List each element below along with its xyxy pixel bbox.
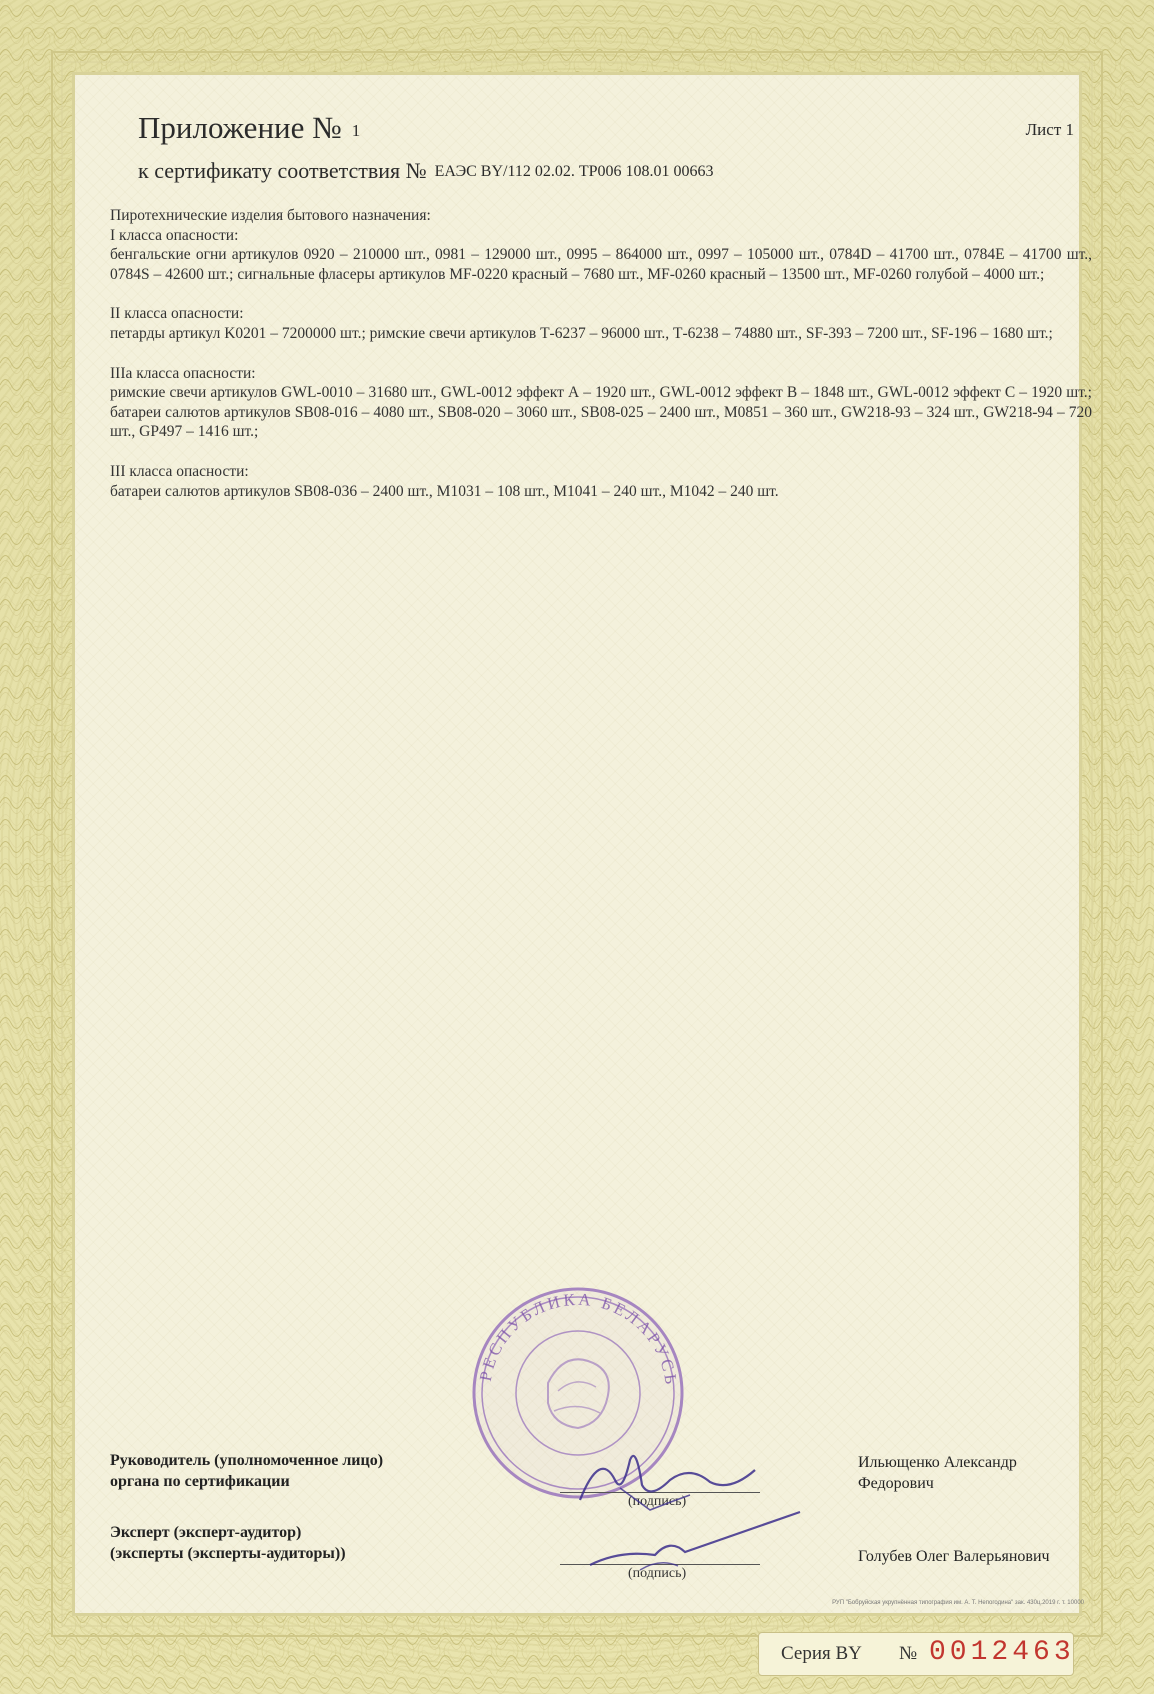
printer-note: РУП "Бобруйская укрупнённая типография им. А. Т. Непогодина" зак. 430ц.2019 г. т. 10000 (832, 1600, 1084, 1606)
certificate-subtitle (138, 158, 714, 184)
series-label: Серия BY (781, 1643, 862, 1664)
certificate-number: ЕАЭС BY/112 02.02. ТР006 108.01 00663 (434, 163, 714, 180)
series-serial-number: 0012463 (929, 1637, 1075, 1668)
expert-label-line-2: (эксперты (эксперты-аудиторы)) (110, 1545, 346, 1562)
annex-number: 1 (351, 121, 361, 140)
expert-signature-caption: (подпись) (628, 1566, 687, 1581)
head-name (858, 1452, 1017, 1494)
class-3-items: батареи салютов артикулов SB08-036 – 2400 шт., M1031 – 108 шт., M1041 – 240 шт., M1042 – 240 шт. (110, 482, 779, 500)
class-3a-items: римские свечи артикулов GWL-0010 – 31680 шт., GWL-0012 эффект А – 1920 шт., GWL-0012 эффект В – 1848 шт., GWL-0012 эффект С – 1920 шт.; батареи салютов артикулов SB08-016 – 4080 шт., SB08-020 – 3060 шт., SB08-025 – 2400 шт., M0851 – 360 шт., GW218-93 – 324 шт., GW218-94 – 720 шт., GP497 – 1416 шт.; (110, 384, 1092, 441)
head-signature-caption: (подпись) (628, 1494, 687, 1509)
head-name-line-1: Ильющенко Александр (858, 1454, 1017, 1471)
handwritten-signatures (560, 1440, 820, 1590)
stamp-text: РЕСПУБЛИКА БЕЛАРУСЬ (475, 1289, 681, 1389)
subtitle-text: к сертификату соответствия № (138, 158, 427, 183)
class-1-heading: I класса опасности: (110, 226, 239, 244)
annex-title-text: Приложение № (138, 110, 342, 145)
head-name-line-2: Федорович (858, 1475, 934, 1492)
series-box (758, 1632, 1074, 1676)
expert-label-line-1: Эксперт (эксперт-аудитор) (110, 1524, 302, 1541)
class-3a-heading: IIIa класса опасности: (110, 364, 256, 382)
expert-label (110, 1522, 346, 1564)
class-3-heading: III класса опасности: (110, 462, 249, 480)
head-label-line-2: органа по сертификации (110, 1473, 290, 1490)
annex-title (138, 110, 360, 146)
class-2-items: петарды артикул K0201 – 7200000 шт.; римские свечи артикулов Т-6237 – 96000 шт., Т-6238 – 74880 шт., SF-393 – 7200 шт., SF-196 – 1680 шт.; (110, 324, 1053, 342)
intro-line: Пиротехнические изделия бытового назначения: (110, 207, 431, 224)
expert-name: Голубев Олег Валерьянович (858, 1548, 1050, 1565)
annex-body (110, 206, 1092, 501)
series-number-sign: № (899, 1643, 918, 1664)
head-label (110, 1450, 383, 1492)
head-label-line-1: Руководитель (уполномоченное лицо) (110, 1452, 384, 1469)
class-2-heading: II класса опасности: (110, 305, 244, 323)
sheet-number: Лист 1 (1025, 120, 1074, 139)
class-1-items: бенгальские огни артикулов 0920 – 210000 шт., 0981 – 129000 шт., 0995 – 864000 шт., 0997 – 105000 шт., 0784D – 41700 шт., 0784E – 41700 шт., 0784S – 42600 шт.; сигнальные фласеры артикулов MF-0220 красный – 7680 шт., MF-0260 красный – 13500 шт., MF-0260 голубой – 4000 шт.; (110, 246, 1092, 283)
